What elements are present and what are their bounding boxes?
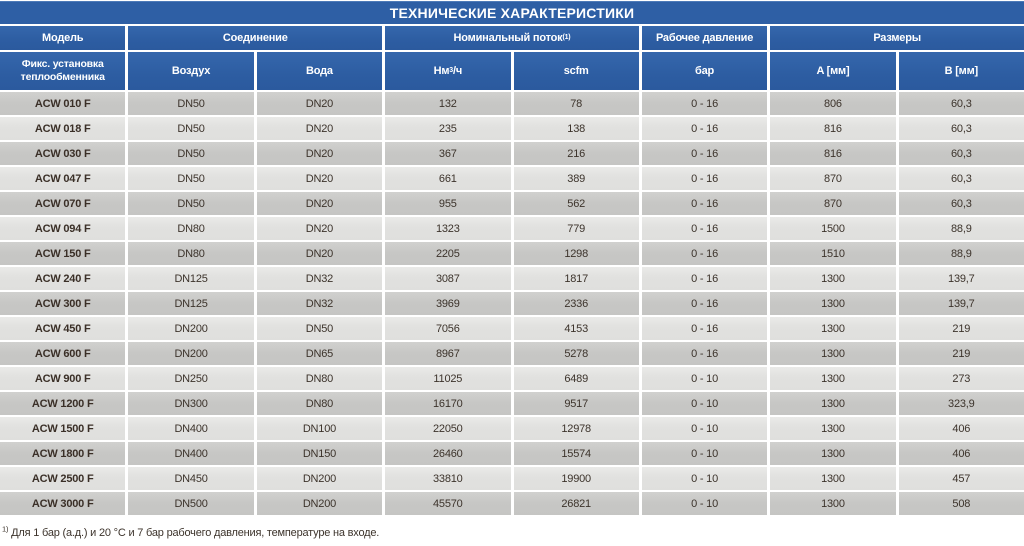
data-cell: 15574 <box>514 442 639 465</box>
data-cell: DN50 <box>128 192 253 215</box>
data-cell: DN300 <box>128 392 253 415</box>
table-footnote <box>2 524 1024 539</box>
data-cell: 1300 <box>770 267 895 290</box>
data-cell: 26460 <box>385 442 510 465</box>
data-cell: 78 <box>514 92 639 115</box>
data-cell: 367 <box>385 142 510 165</box>
data-cell: 0 - 16 <box>642 292 767 315</box>
data-cell: 16170 <box>385 392 510 415</box>
data-cell: 273 <box>899 367 1024 390</box>
data-cell: 26821 <box>514 492 639 515</box>
table-grid <box>0 26 1024 515</box>
data-cell: 33810 <box>385 467 510 490</box>
data-cell: DN32 <box>257 292 382 315</box>
data-cell: DN125 <box>128 292 253 315</box>
data-cell: DN50 <box>128 142 253 165</box>
subheader-nm3h-prefix: Нм <box>433 65 450 77</box>
data-cell: 457 <box>899 467 1024 490</box>
data-cell: DN20 <box>257 167 382 190</box>
data-cell: 45570 <box>385 492 510 515</box>
data-cell: 0 - 10 <box>642 417 767 440</box>
data-cell: DN20 <box>257 142 382 165</box>
data-cell: 3969 <box>385 292 510 315</box>
data-cell: 1817 <box>514 267 639 290</box>
data-cell: 60,3 <box>899 92 1024 115</box>
data-cell: 816 <box>770 117 895 140</box>
subheader-water: Вода <box>257 52 382 90</box>
data-cell: 0 - 16 <box>642 142 767 165</box>
data-cell: 2205 <box>385 242 510 265</box>
model-cell: ACW 1500 F <box>0 417 125 440</box>
data-cell: 3087 <box>385 267 510 290</box>
data-cell: 1300 <box>770 367 895 390</box>
data-cell: 216 <box>514 142 639 165</box>
data-cell: 7056 <box>385 317 510 340</box>
data-cell: 138 <box>514 117 639 140</box>
data-cell: DN100 <box>257 417 382 440</box>
data-cell: DN50 <box>128 92 253 115</box>
data-cell: 235 <box>385 117 510 140</box>
data-cell: DN200 <box>128 342 253 365</box>
data-cell: 12978 <box>514 417 639 440</box>
data-cell: DN80 <box>128 217 253 240</box>
data-cell: 0 - 16 <box>642 167 767 190</box>
data-cell: 1300 <box>770 317 895 340</box>
data-cell: 1323 <box>385 217 510 240</box>
data-cell: DN20 <box>257 117 382 140</box>
model-cell: ACW 018 F <box>0 117 125 140</box>
data-cell: DN20 <box>257 92 382 115</box>
data-cell: 806 <box>770 92 895 115</box>
data-cell: 406 <box>899 417 1024 440</box>
data-cell: 562 <box>514 192 639 215</box>
data-cell: DN65 <box>257 342 382 365</box>
data-cell: 779 <box>514 217 639 240</box>
footnote-text: Для 1 бар (а.д.) и 20 °C и 7 бар рабочего давления, температуре на входе. <box>8 527 380 539</box>
subheader-air: Воздух <box>128 52 253 90</box>
data-cell: 0 - 16 <box>642 342 767 365</box>
data-cell: 508 <box>899 492 1024 515</box>
header-group-model: Модель <box>0 26 125 50</box>
data-cell: DN400 <box>128 417 253 440</box>
header-group-nominal-flow-label: Номинальный поток <box>453 32 563 44</box>
subheader-b-mm: B [мм] <box>899 52 1024 90</box>
model-cell: ACW 3000 F <box>0 492 125 515</box>
data-cell: 0 - 16 <box>642 317 767 340</box>
data-cell: 139,7 <box>899 267 1024 290</box>
data-cell: 1510 <box>770 242 895 265</box>
data-cell: 60,3 <box>899 117 1024 140</box>
data-cell: 870 <box>770 192 895 215</box>
data-cell: 0 - 16 <box>642 92 767 115</box>
data-cell: 132 <box>385 92 510 115</box>
model-cell: ACW 1200 F <box>0 392 125 415</box>
footnote-sup: 1) <box>2 524 9 534</box>
data-cell: 1300 <box>770 342 895 365</box>
header-group-connection: Соединение <box>128 26 382 50</box>
model-cell: ACW 900 F <box>0 367 125 390</box>
data-cell: 389 <box>514 167 639 190</box>
subheader-scfm: scfm <box>514 52 639 90</box>
subheader-model: Фикс. установка теплообменника <box>0 52 125 90</box>
data-cell: 0 - 16 <box>642 117 767 140</box>
data-cell: 0 - 10 <box>642 392 767 415</box>
data-cell: 219 <box>899 342 1024 365</box>
data-cell: 139,7 <box>899 292 1024 315</box>
data-cell: 1300 <box>770 467 895 490</box>
model-cell: ACW 070 F <box>0 192 125 215</box>
data-cell: DN80 <box>257 367 382 390</box>
data-cell: DN125 <box>128 267 253 290</box>
data-cell: 0 - 10 <box>642 492 767 515</box>
header-group-nominal-flow: Номинальный поток (1) <box>385 26 639 50</box>
table-title: ТЕХНИЧЕСКИЕ ХАРАКТЕРИСТИКИ <box>389 5 635 21</box>
data-cell: 0 - 16 <box>642 242 767 265</box>
data-cell: 60,3 <box>899 142 1024 165</box>
data-cell: 11025 <box>385 367 510 390</box>
data-cell: 1300 <box>770 292 895 315</box>
data-cell: 60,3 <box>899 167 1024 190</box>
data-cell: 4153 <box>514 317 639 340</box>
data-cell: DN150 <box>257 442 382 465</box>
model-cell: ACW 300 F <box>0 292 125 315</box>
data-cell: DN200 <box>128 317 253 340</box>
model-cell: ACW 047 F <box>0 167 125 190</box>
data-cell: DN50 <box>128 117 253 140</box>
header-group-working-pressure: Рабочее давление <box>642 26 767 50</box>
data-cell: 219 <box>899 317 1024 340</box>
header-group-dimensions: Размеры <box>770 26 1024 50</box>
data-cell: DN20 <box>257 242 382 265</box>
data-cell: DN80 <box>128 242 253 265</box>
data-cell: 661 <box>385 167 510 190</box>
data-cell: 88,9 <box>899 217 1024 240</box>
subheader-bar: бар <box>642 52 767 90</box>
data-cell: 0 - 10 <box>642 467 767 490</box>
model-cell: ACW 150 F <box>0 242 125 265</box>
data-cell: 1300 <box>770 492 895 515</box>
data-cell: 1298 <box>514 242 639 265</box>
data-cell: 1300 <box>770 392 895 415</box>
data-cell: DN250 <box>128 367 253 390</box>
data-cell: 1300 <box>770 442 895 465</box>
data-cell: DN400 <box>128 442 253 465</box>
data-cell: DN32 <box>257 267 382 290</box>
table-title-bar <box>0 1 1024 24</box>
data-cell: 6489 <box>514 367 639 390</box>
data-cell: 323,9 <box>899 392 1024 415</box>
data-cell: 0 - 16 <box>642 267 767 290</box>
data-cell: DN20 <box>257 192 382 215</box>
datasheet-page <box>0 1 1024 546</box>
data-cell: 0 - 16 <box>642 192 767 215</box>
data-cell: 2336 <box>514 292 639 315</box>
data-cell: 60,3 <box>899 192 1024 215</box>
data-cell: 955 <box>385 192 510 215</box>
data-cell: 19900 <box>514 467 639 490</box>
data-cell: DN50 <box>128 167 253 190</box>
subheader-nm3h: Нм 3 /ч <box>385 52 510 90</box>
data-cell: 1300 <box>770 417 895 440</box>
data-cell: 9517 <box>514 392 639 415</box>
model-cell: ACW 240 F <box>0 267 125 290</box>
data-cell: DN50 <box>257 317 382 340</box>
model-cell: ACW 1800 F <box>0 442 125 465</box>
data-cell: 88,9 <box>899 242 1024 265</box>
model-cell: ACW 600 F <box>0 342 125 365</box>
data-cell: DN500 <box>128 492 253 515</box>
data-cell: DN80 <box>257 392 382 415</box>
subheader-nm3h-suffix: /ч <box>452 65 463 77</box>
data-cell: 406 <box>899 442 1024 465</box>
model-cell: ACW 030 F <box>0 142 125 165</box>
data-cell: 8967 <box>385 342 510 365</box>
data-cell: 0 - 10 <box>642 367 767 390</box>
model-cell: ACW 094 F <box>0 217 125 240</box>
data-cell: 816 <box>770 142 895 165</box>
data-cell: DN200 <box>257 492 382 515</box>
data-cell: 870 <box>770 167 895 190</box>
data-cell: 0 - 10 <box>642 442 767 465</box>
model-cell: ACW 010 F <box>0 92 125 115</box>
data-cell: 5278 <box>514 342 639 365</box>
data-cell: 1500 <box>770 217 895 240</box>
model-cell: ACW 2500 F <box>0 467 125 490</box>
data-cell: DN200 <box>257 467 382 490</box>
data-cell: DN450 <box>128 467 253 490</box>
data-cell: 0 - 16 <box>642 217 767 240</box>
data-cell: DN20 <box>257 217 382 240</box>
model-cell: ACW 450 F <box>0 317 125 340</box>
subheader-a-mm: A [мм] <box>770 52 895 90</box>
data-cell: 22050 <box>385 417 510 440</box>
